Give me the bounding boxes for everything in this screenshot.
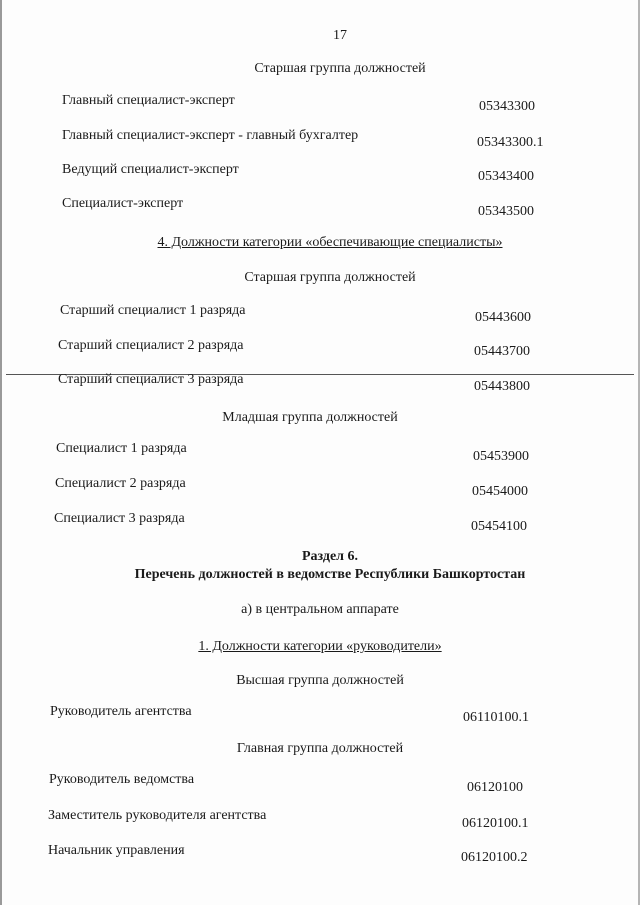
position-title: Специалист-эксперт — [62, 196, 184, 211]
category-heading: 4. Должности категории «обеспечивающие специалисты» — [157, 235, 503, 250]
group-heading-main: Главная группа должностей — [236, 741, 404, 756]
position-title: Специалист 3 разряда — [54, 511, 185, 526]
position-title: Руководитель ведомства — [49, 772, 195, 787]
position-title: Ведущий специалист-эксперт — [62, 162, 239, 177]
position-title: Главный специалист-эксперт - главный бухгалтер — [62, 128, 359, 143]
position-code: 06110100.1 — [463, 710, 529, 725]
position-code: 06120100.2 — [461, 850, 528, 865]
category-heading: 1. Должности категории «руководители» — [198, 639, 442, 654]
group-heading-senior: Старшая группа должностей — [254, 61, 426, 76]
subsection-heading: а) в центральном аппарате — [241, 602, 399, 617]
position-code: 05343500 — [478, 204, 534, 219]
position-title: Старший специалист 2 разряда — [58, 338, 244, 353]
position-title: Специалист 2 разряда — [55, 476, 186, 491]
position-code: 05443600 — [475, 310, 531, 325]
position-title: Руководитель агентства — [50, 704, 192, 719]
scan-edge-left — [0, 0, 2, 905]
position-title: Старший специалист 1 разряда — [60, 303, 246, 318]
position-code: 05454100 — [471, 519, 527, 534]
section-subtitle: Перечень должностей в ведомстве Республики Башкортостан — [134, 567, 526, 582]
position-title: Главный специалист-эксперт — [62, 93, 235, 108]
position-title: Старший специалист 3 разряда — [58, 372, 244, 387]
group-heading-senior: Старшая группа должностей — [244, 270, 416, 285]
position-code: 05343300.1 — [477, 135, 544, 150]
group-heading-highest: Высшая группа должностей — [236, 673, 404, 688]
page-number: 17 — [333, 28, 347, 43]
position-title: Заместитель руководителя агентства — [48, 808, 267, 823]
section-title: Раздел 6. — [301, 549, 359, 564]
position-title: Начальник управления — [48, 843, 185, 858]
position-code: 05454000 — [472, 484, 528, 499]
position-code: 06120100 — [467, 780, 523, 795]
position-title: Специалист 1 разряда — [56, 441, 187, 456]
position-code: 05343400 — [478, 169, 534, 184]
position-code: 05343300 — [479, 99, 535, 114]
position-code: 05453900 — [473, 449, 529, 464]
position-code: 06120100.1 — [462, 816, 529, 831]
position-code: 05443800 — [474, 379, 530, 394]
position-code: 05443700 — [474, 344, 530, 359]
group-heading-junior: Младшая группа должностей — [222, 410, 398, 425]
